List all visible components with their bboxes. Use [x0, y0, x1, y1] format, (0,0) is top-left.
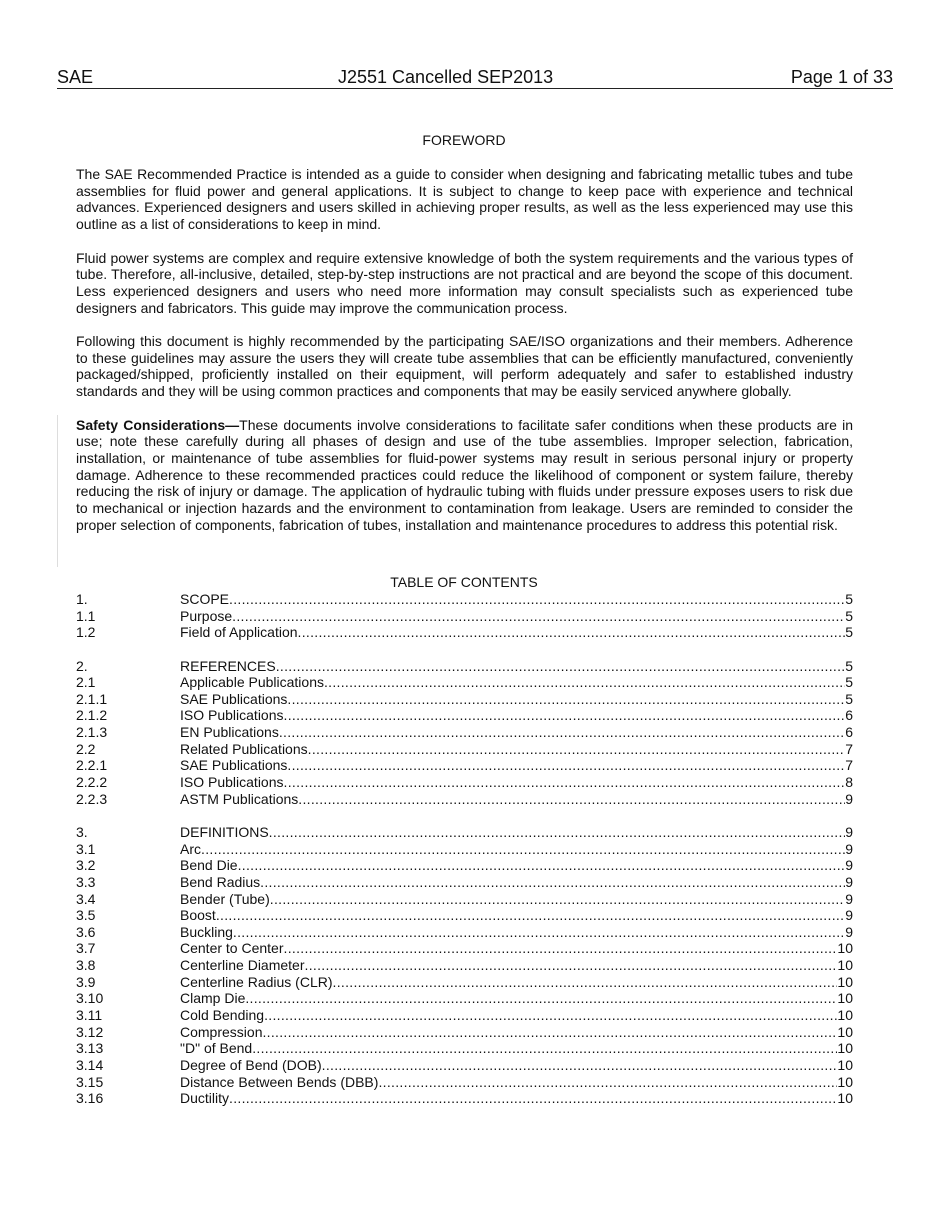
toc-dot-leader	[229, 591, 845, 608]
toc-dot-leader	[276, 658, 846, 675]
toc-dot-leader	[262, 1024, 837, 1041]
toc-entry[interactable]	[76, 658, 853, 675]
toc-entry-number: 2.	[76, 657, 88, 674]
toc-entry-number: 3.8	[76, 957, 96, 974]
toc-entry-page: 5	[845, 674, 853, 691]
toc-dot-leader	[264, 1007, 837, 1024]
toc-entry-page: 10	[837, 1040, 853, 1057]
toc-dot-leader	[298, 624, 846, 641]
toc-entry-title: Cold Bending	[180, 1007, 265, 1024]
toc-entry-title: EN Publications	[180, 724, 279, 741]
toc-dot-leader	[322, 1057, 838, 1074]
toc-entry-page: 8	[845, 774, 853, 791]
toc-entry-title: SAE Publications	[180, 690, 288, 707]
toc-dot-leader	[378, 1074, 837, 1091]
toc-entry-number: 3.7	[76, 940, 96, 957]
toc-entry-page: 9	[845, 923, 853, 940]
toc-entry-page: 7	[845, 740, 853, 757]
toc-entry-title: Field of Application	[180, 624, 298, 641]
toc-entry[interactable]	[76, 891, 853, 908]
toc-dot-leader	[229, 1090, 837, 1107]
toc-entry-title: REFERENCES	[180, 657, 276, 674]
toc-entry-number: 3.10	[76, 990, 104, 1007]
toc-entry-page: 5	[845, 624, 853, 641]
toc-entry-title: Buckling	[180, 923, 233, 940]
toc-entry-page: 10	[837, 1007, 853, 1024]
toc-entry-title: Degree of Bend (DOB)	[180, 1056, 322, 1073]
foreword-paragraph: The SAE Recommended Practice is intended as a guide to consider when designing and fabricating metallic tubes and tube assemblies for fluid power and general applications. It is subject to change to keep pace with experience and technical advances. Experienced designers and users skilled in achieving proper results, as well as the less experienced may use this outline as a list of considerations to keep in mind.	[76, 166, 853, 233]
toc-entry-page: 5	[845, 607, 853, 624]
toc-dot-leader	[233, 924, 845, 941]
toc-dot-leader	[287, 691, 845, 708]
toc-entry[interactable]	[76, 841, 853, 858]
toc-entry[interactable]	[76, 974, 853, 991]
toc-entry[interactable]	[76, 1057, 853, 1074]
toc-entry[interactable]	[76, 624, 853, 641]
toc-dot-leader	[305, 957, 838, 974]
toc-entry-page: 10	[837, 1023, 853, 1040]
toc-entry-page: 10	[837, 973, 853, 990]
toc-entry[interactable]	[76, 874, 853, 891]
toc-dot-leader	[260, 874, 845, 891]
toc-entry[interactable]	[76, 1040, 853, 1057]
toc-entry-title: ASTM Publications	[180, 790, 299, 807]
toc-entry-number: 2.1	[76, 674, 96, 691]
change-bar	[57, 415, 58, 567]
toc-entry-page: 9	[845, 907, 853, 924]
toc-entry[interactable]	[76, 907, 853, 924]
toc-entry-page: 9	[845, 857, 853, 874]
toc-entry-page: 9	[845, 840, 853, 857]
toc-entry-title: Related Publications	[180, 740, 308, 757]
toc-dot-leader	[333, 974, 838, 991]
toc-entry-title: ISO Publications	[180, 707, 284, 724]
toc-dot-leader	[284, 707, 846, 724]
toc-entry[interactable]	[76, 724, 853, 741]
toc-entry-number: 3.4	[76, 890, 96, 907]
toc-entry-number: 2.1.1	[76, 690, 108, 707]
toc-entry-title: SCOPE	[180, 591, 230, 607]
header-org: SAE	[57, 67, 94, 87]
toc-dot-leader	[279, 724, 845, 741]
toc-dot-leader	[284, 940, 838, 957]
toc-entry-page: 9	[845, 823, 853, 840]
toc-entry-title: ISO Publications	[180, 774, 284, 791]
toc-entry[interactable]	[76, 757, 853, 774]
toc-entry-number: 1.2	[76, 624, 96, 641]
toc-entry-number: 2.1.3	[76, 724, 108, 741]
safety-text: These documents involve considerations to facilitate safer conditions when these products are in use; note these carefully during all phases of design and use of the tube assemblies. Improper selection, fabrication, installation, or maintenance of tube assemblies for fluid-power systems may result in serious personal injury or property damage. Adherence to these recommended practices could reduce the likelihood of component or system failure, thereby reducing the risk of injury or damage. The application of hydraulic tubing with fluids under pressure exposes users to risk due to mechanical or injection hazards and the environment to contamination from leakage. Users are reminded to consider the proper selection of components, fabrication of tubes, installation and maintenance procedures to address this potential risk.	[76, 416, 853, 533]
toc-entry-title: Bend Radius	[180, 873, 261, 890]
toc-entry-number: 3.16	[76, 1090, 104, 1107]
toc-dot-leader	[298, 791, 845, 808]
toc-entry-page: 5	[845, 690, 853, 707]
toc-dot-leader	[201, 841, 845, 858]
toc-entry-number: 2.2.3	[76, 790, 108, 807]
toc-entry-number: 2.2.1	[76, 757, 108, 774]
toc-entry[interactable]	[76, 1007, 853, 1024]
toc-entry[interactable]	[76, 791, 853, 808]
toc-dot-leader	[324, 674, 845, 691]
foreword-body	[76, 166, 853, 550]
toc-entry-page: 10	[837, 990, 853, 1007]
toc-spacer	[76, 807, 853, 824]
toc-entry-number: 3.13	[76, 1040, 104, 1057]
toc-entry-page: 10	[837, 1073, 853, 1090]
toc-entry-number: 2.2.2	[76, 774, 108, 791]
safety-paragraph	[76, 417, 853, 534]
toc-entry-title: SAE Publications	[180, 757, 288, 774]
toc-entry-title: Centerline Radius (CLR)	[180, 973, 333, 990]
toc-entry-number: 3.9	[76, 973, 96, 990]
toc-entry-number: 1.	[76, 591, 88, 607]
toc-entry[interactable]	[76, 707, 853, 724]
toc-entry[interactable]	[76, 924, 853, 941]
header-page-number: Page 1 of 33	[790, 67, 893, 87]
toc-entry[interactable]	[76, 990, 853, 1007]
toc-entry-page: 10	[837, 940, 853, 957]
toc-entry-page: 6	[845, 707, 853, 724]
toc-entry-number: 1.1	[76, 607, 96, 624]
toc-dot-leader	[216, 907, 845, 924]
toc-entry[interactable]	[76, 824, 853, 841]
toc-entry-number: 3.3	[76, 873, 96, 890]
toc-dot-leader	[232, 608, 845, 625]
header-doc-id: J2551 Cancelled SEP2013	[338, 67, 554, 87]
toc-entry-title: DEFINITIONS	[180, 823, 269, 840]
toc-dot-leader	[270, 891, 845, 908]
toc-dot-leader	[308, 741, 846, 758]
toc-dot-leader	[287, 757, 845, 774]
toc-entry[interactable]	[76, 674, 853, 691]
toc-entry-number: 3.	[76, 823, 88, 840]
toc-entry-number: 2.2	[76, 740, 96, 757]
toc-entry-title: Compression	[180, 1023, 263, 1040]
toc-entry-title: Bend Die	[180, 857, 238, 874]
table-of-contents	[76, 591, 853, 1107]
toc-dot-leader	[284, 774, 846, 791]
toc-entry-page: 9	[845, 890, 853, 907]
toc-dot-leader	[238, 857, 846, 874]
toc-entry-number: 3.5	[76, 907, 96, 924]
toc-entry-number: 3.12	[76, 1023, 104, 1040]
toc-spacer	[76, 641, 853, 658]
toc-entry-page: 5	[845, 591, 853, 607]
toc-entry-number: 3.11	[76, 1007, 103, 1024]
toc-entry[interactable]	[76, 857, 853, 874]
toc-entry[interactable]	[76, 774, 853, 791]
toc-entry[interactable]	[76, 940, 853, 957]
toc-entry-page: 10	[837, 1090, 853, 1107]
toc-entry-page: 6	[845, 724, 853, 741]
toc-entry[interactable]	[76, 691, 853, 708]
toc-entry[interactable]	[76, 1074, 853, 1091]
toc-entry-number: 3.6	[76, 923, 96, 940]
toc-entry-number: 3.1	[76, 840, 96, 857]
toc-entry-title: Centerline Diameter	[180, 957, 305, 974]
toc-dot-leader	[269, 824, 846, 841]
toc-entry-title: Bender (Tube)	[180, 890, 270, 907]
toc-dot-leader	[252, 1040, 837, 1057]
page-header	[57, 66, 893, 89]
toc-dot-leader	[245, 990, 837, 1007]
toc-entry-number: 3.15	[76, 1073, 104, 1090]
toc-entry-page: 10	[837, 1056, 853, 1073]
toc-entry-title: Arc	[180, 840, 201, 857]
toc-entry-title: Purpose	[180, 607, 233, 624]
foreword-title: FOREWORD	[422, 132, 506, 148]
toc-entry-title: Clamp Die	[180, 990, 246, 1007]
toc-entry-title: Applicable Publications	[180, 674, 324, 691]
toc-entry-number: 3.2	[76, 857, 96, 874]
toc-entry[interactable]	[76, 608, 853, 625]
toc-entry-title: "D" of Bend	[180, 1040, 253, 1057]
toc-entry[interactable]	[76, 1090, 853, 1107]
toc-entry-page: 5	[845, 657, 853, 674]
toc-entry-title: Distance Between Bends (DBB)	[180, 1073, 379, 1090]
toc-entry-page: 9	[845, 873, 853, 890]
toc-entry[interactable]	[76, 1024, 853, 1041]
toc-entry-number: 3.14	[76, 1056, 104, 1073]
safety-label: Safety Considerations—	[76, 416, 240, 433]
toc-entry[interactable]	[76, 591, 853, 608]
toc-entry-title: Center to Center	[180, 940, 284, 957]
toc-title: TABLE OF CONTENTS	[390, 574, 538, 590]
toc-entry-number: 2.1.2	[76, 707, 108, 724]
foreword-paragraph: Following this document is highly recommended by the participating SAE/ISO organizations and their members. Adherence to these guidelines may assure the users they will create tube assemblies that can be efficiently manufactured, conveniently packaged/shipped, proficiently installed on their equipment, will perform adequately and safer to established industry standards and they will be using common practices and components that may be easily serviced anywhere globally.	[76, 333, 853, 400]
toc-entry-page: 9	[845, 790, 853, 807]
toc-entry-title: Ductility	[180, 1090, 230, 1107]
toc-entry-page: 10	[837, 957, 853, 974]
toc-entry-page: 7	[845, 757, 853, 774]
foreword-paragraph: Fluid power systems are complex and require extensive knowledge of both the system requirements and the various types of tube. Therefore, all-inclusive, detailed, step-by-step instructions are not practical and are beyond the scope of this document. Less experienced designers and users who need more information may consult specialists such as experienced tube designers and fabricators. This guide may improve the communication process.	[76, 249, 853, 316]
toc-entry-title: Boost	[180, 907, 216, 924]
toc-entry[interactable]	[76, 957, 853, 974]
toc-entry[interactable]	[76, 741, 853, 758]
